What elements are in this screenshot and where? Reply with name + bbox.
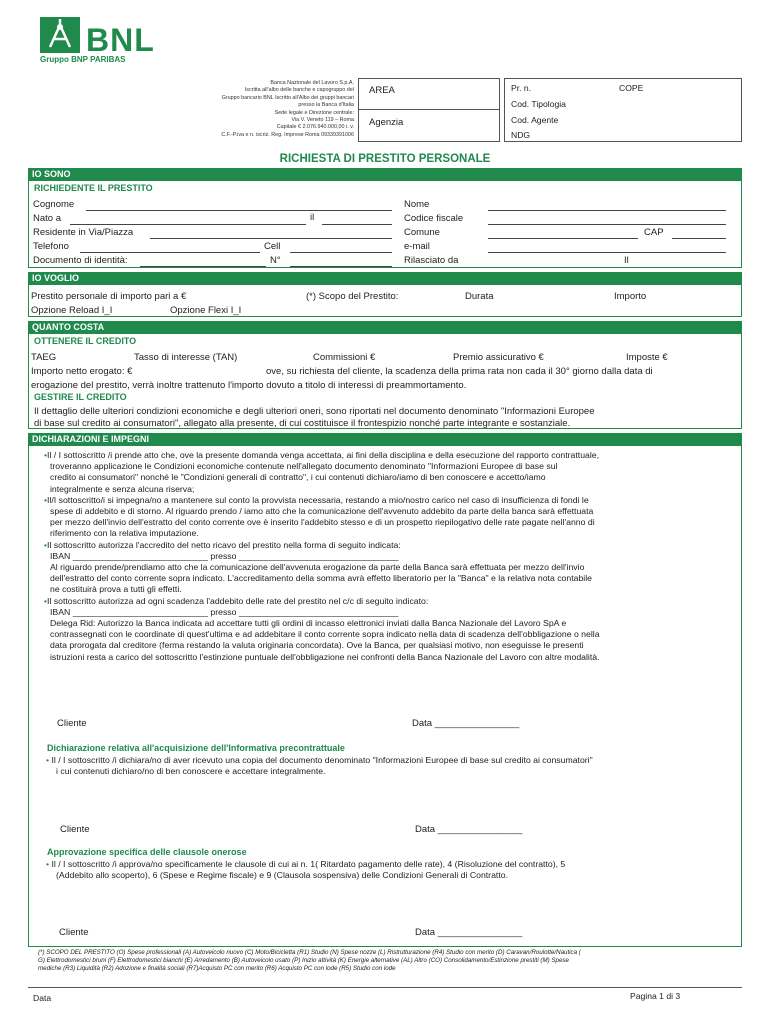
scopo-label: (*) Scopo del Prestito: [306,291,399,302]
iban-accredito-field[interactable]: IBAN ____________________________ presso _________________________________ [50,550,399,561]
residente-field[interactable] [150,238,392,239]
documento-n-field[interactable] [290,266,392,267]
comune-label: Comune [404,227,440,238]
netto-erogato-text: ove, su richiesta del cliente, la scadenza della prima rata non cada il 30° giorno dalla data di [266,366,653,377]
tan-label: Tasso di interesse (TAN) [134,352,238,363]
cope-label: COPE [619,83,644,93]
dichiarazione-1: •Il / I sottoscritto /i prende atto che, ove la presente domanda venga accettata, ai fini della disciplina e della esecuzione del rapporto contrattuale, troveranno applicazione le Condizioni economiche contenute nell'allegato documento denominato "Informazioni Europee di base sul credito ai consumatori" nonché le "Condizioni generali di contratto", i cui contenuti dichiaro/iamo di ben conoscere e accetto/iamo integralmente e senza alcuna riserva; •Il/I sottoscritto/i si impegna/no a mantenere sul conto la provvista necessaria, restando a mio/nostro carico nel caso di insufficienza di fondi le spese di addebito e di storno. Al riguardo prendo / iamo atto che la comunicazione dell'avvenuto addebito da parte della banca sarà effettuata per mezzo dell'invio dell'estratto del conto corrente ove è inserito l'addebito stesso e di un prospetto riepilogativo delle rate pagate nell'anno di riferimento con la relativa imputazione. •Il sottoscritto autorizza l'accredito del netto ricavo del prestito nella forma di seguito indicata: IBAN ____________________________ presso _________________________________ Al riguardo prende/prendiamo atto che la comunicazione dell'avvenuta erogazione da parte della Banca sarà effettuata per mezzo dell'invio dell'estratto del conto corrente sopra indicato. L'accreditamento della somma avrà effetto liberatorio per la "Banca" e la relativa nota contabile ne costituirà prova a tutti gli effetti. •Il sottoscritto autorizza ad ogni scadenza l'addebito delle rate del prestito nel c/c di seguito indicato: IBAN ____________________________ presso _________________________________ Delega Rid: Autorizzo la Banca indicata ad accettare tutti gli ordini di incasso elettronici inviati dalla Banca Nazionale del Lavoro SpA e contrassegnati con le coordinate di quest'ultima e ad addebitare il conto corrente sopra indicato nella data di scadenza dell'obbligazione o nella data prorogata dal creditore (ferma restando la valuta originaria concordata). Ove la Banca, per qualsiasi motivo, non eseguisse le presenti istruzioni resta a carico del sottoscritto l'estinzione puntuale dell'obbligazione nei confronti della Banca Nazionale del Lavoro con altre modalità. [44,450,738,663]
telefono-label: Telefono [33,241,69,252]
codice-fiscale-label: Codice fiscale [404,213,464,224]
agenzia-label: Agenzia [369,117,404,128]
imposte-label: Imposte € [626,352,668,363]
comune-field[interactable] [488,238,638,239]
informativa-text: • Il / I sottoscritto /i dichiara/no di aver ricevuto una copia del documento denominato "Informazioni Europee di base sul credito ai consumatori" i cui contenuti dichiaro/no di ben conoscere e accettare integralmente. [46,755,593,777]
taeg-label: TAEG [31,352,57,363]
durata-label: Durata [465,291,494,302]
ndg-label: NDG [511,130,531,140]
clausole-text: • Il / I sottoscritto /i approva/no specificamente le clausole di cui ai n. 1( Ritardato pagamento delle rate), 4 (Risoluzione del contratto), 5 (Addebito allo scoperto), 6 (Spese e Regime fiscale) e 9 (Clausola sospensiva) delle Condizioni Generali di Contratto. [46,859,566,881]
premio-label: Premio assicurativo € [453,352,544,363]
page-title: RICHIESTA DI PRESTITO PERSONALE [279,153,491,165]
gestire-text-2: di base sul credito ai consumatori", allegato alla presente, di cui costituisce il frontespizio nonché parte integrante e sostanziale. [34,418,571,429]
footer-data-label: Data [33,993,52,1003]
bnl-logo-mark [40,17,80,53]
nome-label: Nome [404,199,430,210]
importo-label: Importo [614,291,647,302]
quanto-costa-bar: QUANTO COSTA [28,321,742,333]
scopo-footnote: (*) SCOPO DEL PRESTITO (O) Spese professionali (A) Autoveicolo nuovo (C) Moto/Bicicletta (R1) Studio (N) Spese nozze (L) Ristrutturazione (R4) Studio con merito (D) Caravan/Roulotte/Nautica ( G) Elettrodomestici bruni (F) Elettrodomestici bianchi (E) Arredamento (B) Autoveicolo usato (P) Inizio attività (K) Energie alternative (AL) Altro (CO) Consolidamento/Estinzione prestiti (M) Spese mediche (R3) Liquidità (R2) Adozione e finalità sociali (R7)Acquisto PC con merito (R6) Acquisto PC con lode (R5) Studio con lode [38,949,581,972]
telefono-field[interactable] [80,252,260,253]
data-field-2[interactable]: Data ________________ [415,824,523,835]
pr-n-label: Pr. n. [511,83,532,93]
documento-field[interactable] [140,266,266,267]
brand-name: BNL [86,22,155,58]
informativa-heading: Dichiarazione relativa all'acquisizione dell'Informativa precontrattuale [47,743,345,753]
rilasciato-label: Rilasciato da [404,255,459,266]
prestito-importo-label: Prestito personale di importo pari a € [31,291,187,302]
cod-agente-label: Cod. Agente [511,115,559,125]
nato-a-field[interactable] [70,224,306,225]
n-label: N° [270,255,281,266]
codes-box [504,78,742,142]
cod-tipologia-label: Cod. Tipologia [511,99,566,109]
richiedente-heading: RICHIEDENTE IL PRESTITO [34,183,153,193]
area-box [358,78,500,142]
cap-label: CAP [644,227,664,238]
dichiarazioni-bar: DICHIARAZIONI E IMPEGNI [28,433,742,445]
email-field[interactable] [488,252,726,253]
documento-label: Documento di identità: [33,255,128,266]
footer-divider [28,987,742,988]
netto-erogato-text-2: erogazione del prestito, verrà inoltre trattenuto l'importo dovuto a titolo di interessi di preammortamento. [31,380,467,391]
iban-addebito-field[interactable]: IBAN ____________________________ presso _________________________________ [50,606,399,617]
nascita-data-field[interactable] [322,224,392,225]
cliente-signature-3[interactable]: Cliente [59,927,89,938]
email-label: e-mail [404,241,430,252]
il2-label: Il [624,255,629,266]
gestire-heading: GESTIRE IL CREDITO [34,392,127,402]
gestire-text-1: Il dettaglio delle ulteriori condizioni economiche e degli ulteriori oneri, sono riportati nel documento denominato "Informazioni Europee [34,406,595,417]
cliente-signature-1[interactable]: Cliente [57,718,87,729]
opzione-flexi-checkbox[interactable]: Opzione Flexi I_I [170,305,242,316]
page-number: Pagina 1 di 3 [630,991,681,1001]
cliente-signature-2[interactable]: Cliente [60,824,90,835]
codice-fiscale-field[interactable] [488,224,726,225]
bank-info: Banca Nazionale del Lavoro S.p.A. Iscritta all'albo delle banche e capogruppo del Gruppo bancario BNL Iscritto all'Albo dei gruppi bancari presso la Banca d'Italia Sede legale e Direzione centrale: Via V. Veneto 119 – Roma Capitale € 2.076.940.000,00 i. v. C.F.-P.iva e n. iscriz. Reg. Imprese Roma 09339391006 [221,80,354,138]
cell-field[interactable] [290,252,392,253]
cell-label: Cell [264,241,281,252]
nato-a-label: Nato a [33,213,61,224]
io-sono-bar: IO SONO [28,168,742,180]
netto-erogato-label: Importo netto erogato: € [31,366,133,377]
opzione-reload-checkbox[interactable]: Opzione Reload I_I [31,305,113,316]
brand-group: Gruppo BNP PARIBAS [40,55,126,64]
cognome-field[interactable] [86,210,392,211]
il-label: il [310,212,315,223]
clausole-heading: Approvazione specifica delle clausole onerose [47,847,247,857]
commissioni-label: Commissioni € [313,352,376,363]
nome-field[interactable] [488,210,726,211]
ottenere-heading: OTTENERE IL CREDITO [34,336,137,346]
io-voglio-bar: IO VOGLIO [28,272,742,284]
residente-label: Residente in Via/Piazza [33,227,134,238]
data-field-1[interactable]: Data ________________ [412,718,520,729]
cap-field[interactable] [672,238,726,239]
cognome-label: Cognome [33,199,75,210]
area-label: AREA [369,85,395,96]
data-field-3[interactable]: Data ________________ [415,927,523,938]
